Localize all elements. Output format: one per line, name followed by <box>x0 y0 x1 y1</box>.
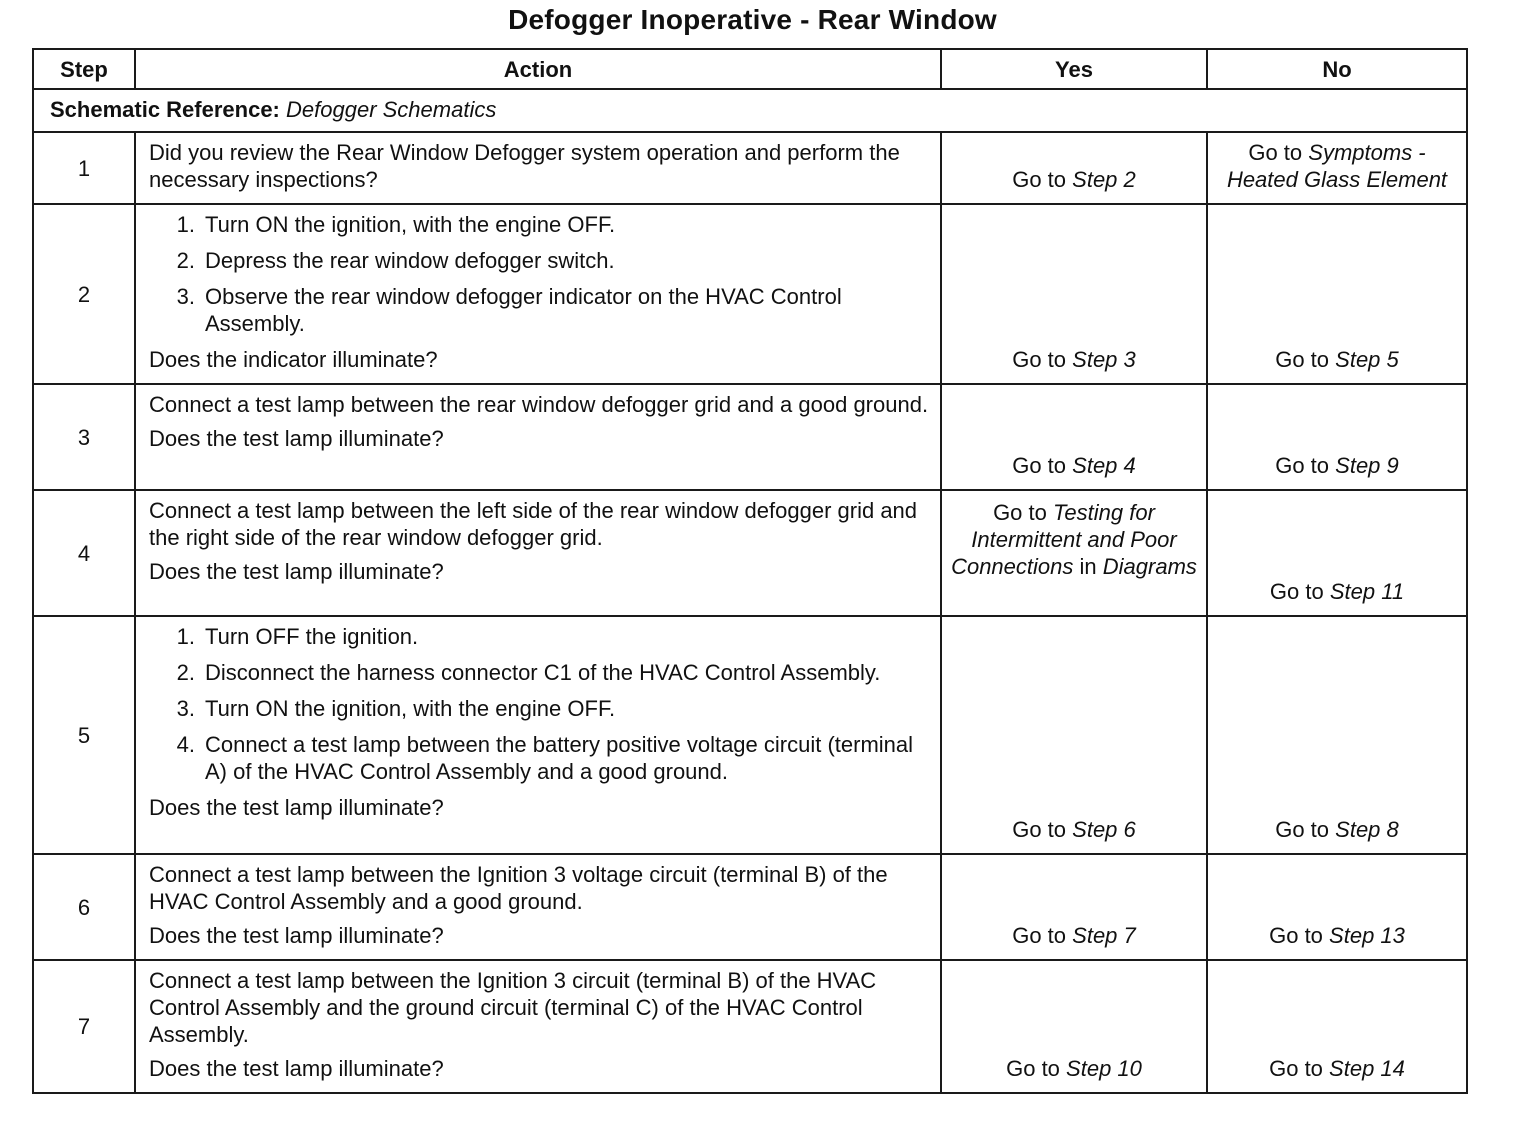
no-link[interactable]: Step 9 <box>1335 453 1399 478</box>
action-text: Connect a test lamp between the rear window defogger grid and a good ground. <box>149 392 929 417</box>
no-cell: Go to Step 11 <box>1207 490 1467 616</box>
substep: 2. Depress the rear window defogger switch. <box>176 248 615 273</box>
step-number: 7 <box>33 960 135 1093</box>
substep: 3. Turn ON the ignition, with the engine OFF. <box>176 696 616 721</box>
diagnostic-table <box>32 48 1468 1094</box>
header-action: Action <box>135 49 941 89</box>
schematic-reference-label: Schematic Reference: <box>50 97 280 122</box>
action-text: Did you review the Rear Window Defogger system operation and perform the necessary inspections? <box>149 140 900 192</box>
substep: 1. Turn OFF the ignition. <box>176 624 419 649</box>
yes-cell: Go to Step 2 <box>941 132 1207 204</box>
step-number: 2 <box>33 204 135 384</box>
yes-link[interactable]: Step 4 <box>1072 453 1136 478</box>
table-row <box>33 616 1467 854</box>
no-cell: Go to Step 13 <box>1207 854 1467 960</box>
document-title: Defogger Inoperative - Rear Window <box>508 4 997 35</box>
no-cell: Go to Step 5 <box>1207 204 1467 384</box>
yes-link-diagrams[interactable]: Diagrams <box>1102 554 1197 579</box>
no-cell: Go to Step 9 <box>1207 384 1467 490</box>
schematic-reference <box>33 89 1467 132</box>
header-yes: Yes <box>941 49 1207 89</box>
table-row <box>33 384 1467 490</box>
yes-cell: Go to Testing for Intermittent and Poor Connections in Diagrams <box>941 490 1207 616</box>
question-text: Does the test lamp illuminate? <box>149 559 444 584</box>
table-row <box>33 490 1467 616</box>
no-link[interactable]: Step 8 <box>1335 817 1399 842</box>
table-row <box>33 854 1467 960</box>
header-row <box>33 49 1467 89</box>
table-row <box>33 132 1467 204</box>
question-text: Does the test lamp illuminate? <box>149 1056 444 1081</box>
question-text: Does the test lamp illuminate? <box>149 923 444 948</box>
schematic-reference-row <box>33 89 1467 132</box>
no-link[interactable]: Step 5 <box>1335 347 1399 372</box>
schematic-reference-link[interactable]: Defogger Schematics <box>286 97 497 122</box>
yes-link[interactable]: Step 3 <box>1072 347 1136 372</box>
yes-cell: Go to Step 3 <box>941 204 1207 384</box>
step-number: 4 <box>33 490 135 616</box>
header-no: No <box>1207 49 1467 89</box>
table-row <box>33 204 1467 384</box>
substep: 2. Disconnect the harness connector C1 of the HVAC Control Assembly. <box>176 660 881 685</box>
action-cell <box>135 204 941 384</box>
yes-link[interactable]: Step 10 <box>1066 1056 1142 1081</box>
action-cell <box>135 960 941 1093</box>
no-cell: Go to Step 14 <box>1207 960 1467 1093</box>
action-text: Connect a test lamp between the Ignition 3 circuit (terminal B) of the HVAC Control Assembly and the ground circuit (terminal C) of the HVAC Control Assembly. <box>149 968 877 1047</box>
table-row <box>33 960 1467 1093</box>
no-link[interactable]: Step 13 <box>1329 923 1405 948</box>
substep: 4. Connect a test lamp between the battery positive voltage circuit (terminal A) of the HVAC Control Assembly and a good ground. <box>176 732 914 784</box>
action-cell <box>135 854 941 960</box>
action-cell <box>135 132 941 204</box>
question-text: Does the test lamp illuminate? <box>149 426 444 451</box>
substep: 1. Turn ON the ignition, with the engine OFF. <box>176 212 616 237</box>
yes-link[interactable]: Testing for Intermittent and Poor Connections <box>951 500 1177 579</box>
step-number: 1 <box>33 132 135 204</box>
yes-link[interactable]: Step 7 <box>1072 923 1136 948</box>
no-link[interactable]: Symptoms - Heated Glass Element <box>1226 140 1448 192</box>
question-text: Does the test lamp illuminate? <box>149 795 444 820</box>
step-number: 5 <box>33 616 135 854</box>
action-text: Connect a test lamp between the left side of the rear window defogger grid and the right side of the rear window defogger grid. <box>149 498 918 550</box>
step-number: 3 <box>33 384 135 490</box>
action-text: Connect a test lamp between the Ignition 3 voltage circuit (terminal B) of the HVAC Control Assembly and a good ground. <box>149 862 888 914</box>
no-cell: Go to Step 8 <box>1207 616 1467 854</box>
yes-link[interactable]: Step 2 <box>1072 167 1136 192</box>
yes-cell: Go to Step 6 <box>941 616 1207 854</box>
no-cell: Go to Symptoms - Heated Glass Element <box>1207 132 1467 204</box>
header-step: Step <box>33 49 135 89</box>
action-cell <box>135 384 941 490</box>
yes-cell: Go to Step 10 <box>941 960 1207 1093</box>
yes-cell: Go to Step 4 <box>941 384 1207 490</box>
step-number: 6 <box>33 854 135 960</box>
action-cell <box>135 490 941 616</box>
no-link[interactable]: Step 11 <box>1329 579 1405 604</box>
yes-cell: Go to Step 7 <box>941 854 1207 960</box>
no-link[interactable]: Step 14 <box>1329 1056 1405 1081</box>
action-cell <box>135 616 941 854</box>
substep: 3. Observe the rear window defogger indicator on the HVAC Control Assembly. <box>176 284 842 336</box>
yes-link[interactable]: Step 6 <box>1072 817 1136 842</box>
question-text: Does the indicator illuminate? <box>149 347 438 372</box>
